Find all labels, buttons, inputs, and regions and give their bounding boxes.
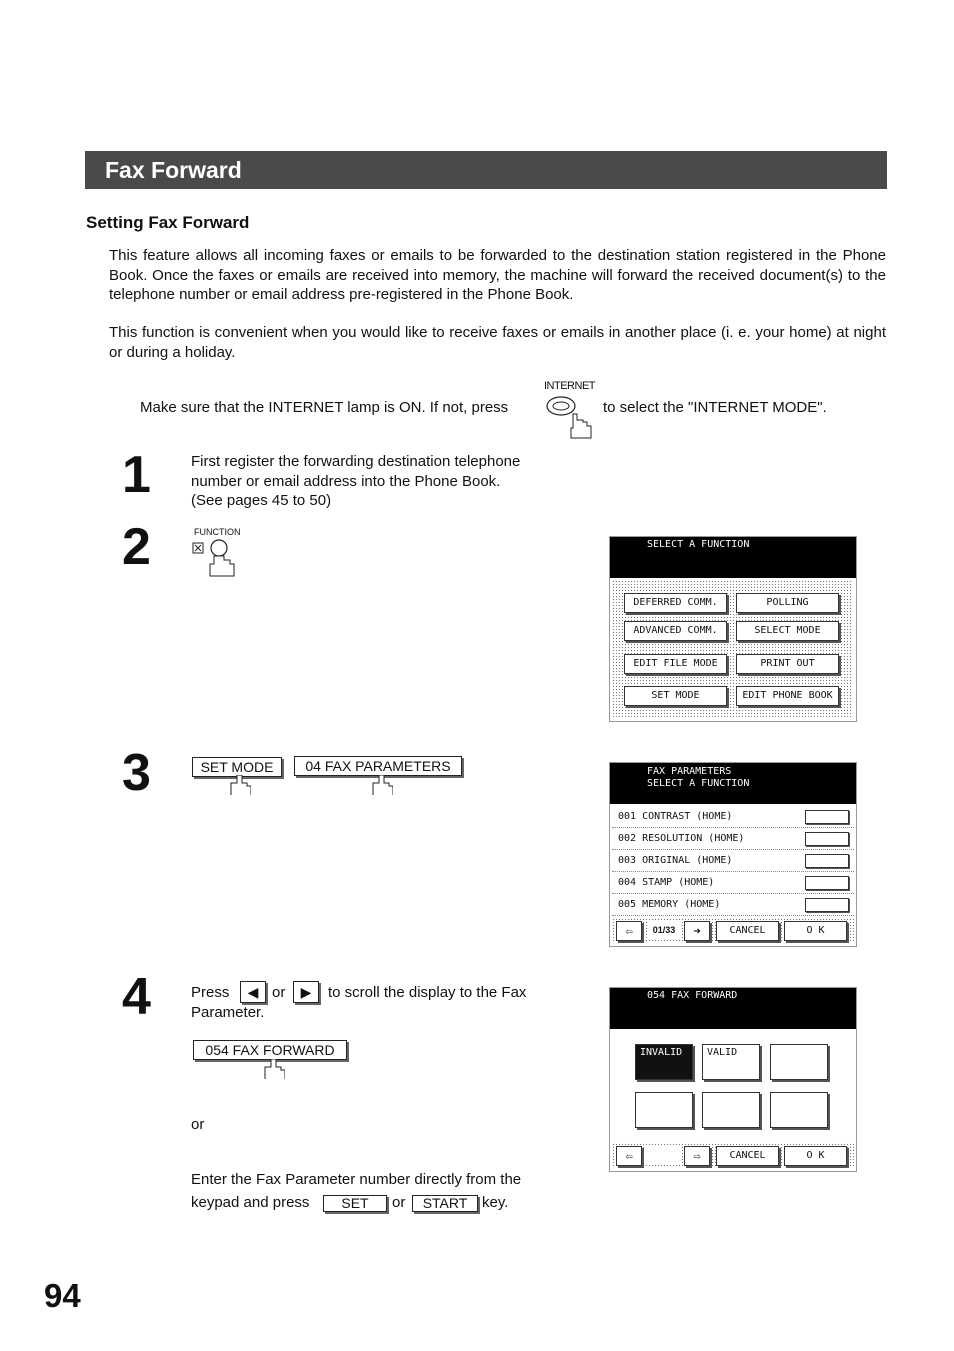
button-grid xyxy=(612,580,852,718)
screen-header: SELECT A FUNCTION xyxy=(610,537,856,578)
or-text: or xyxy=(272,984,286,1001)
press-hand-icon xyxy=(229,775,251,795)
screen-footer xyxy=(612,1143,854,1168)
enter-text: Enter the Fax Parameter number directly from the xyxy=(191,1171,522,1188)
step-1-text: First register the forwarding destination telephone number or email address into the Phone Book. (See pages 45 to 50) xyxy=(191,453,521,509)
press-hand-icon xyxy=(263,1059,285,1079)
or-text-standalone: or xyxy=(191,1116,205,1133)
lcd-screen-fax-forward xyxy=(609,987,857,1172)
lamp-instruction: Make sure that the INTERNET lamp is ON. If not, press xyxy=(140,399,509,416)
intro-paragraph-1: This feature allows all incoming faxes or emails to be forwarded to the destination station registered in the Phone Book. Once the faxes or emails are received into memory, the machine will forward the received document(s) to the telephone number or email address pre-registered in the Phone Book. xyxy=(109,247,886,303)
fax-parameters-key[interactable]: 04 FAX PARAMETERS xyxy=(294,756,462,776)
step-1-number: 1 xyxy=(122,446,151,504)
set-mode-key[interactable]: SET MODE xyxy=(192,757,282,777)
subheading: Setting Fax Forward xyxy=(86,213,250,232)
deferred-comm-button[interactable]: DEFERRED COMM. xyxy=(624,593,727,613)
select-mode-button[interactable]: SELECT MODE xyxy=(736,621,839,641)
or-text-2: or xyxy=(392,1194,406,1211)
start-key[interactable]: START xyxy=(412,1195,478,1212)
page-indicator-blank xyxy=(644,1146,680,1164)
press-hand-icon xyxy=(371,775,393,795)
next-arrow-button[interactable]: ⇨ xyxy=(684,1146,710,1166)
print-out-button[interactable]: PRINT OUT xyxy=(736,654,839,674)
press-text: Press xyxy=(191,984,230,1001)
back-arrow-button[interactable]: ⇦ xyxy=(616,921,642,941)
function-key-label: FUNCTION xyxy=(194,527,241,537)
screen-footer xyxy=(612,918,854,943)
cancel-button[interactable]: CANCEL xyxy=(716,921,779,941)
parameter-row[interactable]: 002 RESOLUTION (HOME) xyxy=(612,828,854,850)
set-mode-button[interactable]: SET MODE xyxy=(624,686,727,706)
step-3-number: 3 xyxy=(122,744,151,802)
set-key[interactable]: SET xyxy=(323,1195,387,1212)
scroll-text: to scroll the display to the Fax xyxy=(328,984,527,1001)
internet-key-icon[interactable] xyxy=(543,392,603,440)
empty-option-button[interactable] xyxy=(702,1092,760,1128)
back-arrow-button[interactable]: ⇦ xyxy=(616,1146,642,1166)
scroll-text-2: Parameter. xyxy=(191,1004,265,1021)
function-key-icon[interactable] xyxy=(192,538,242,578)
enter-text-2: keypad and press xyxy=(191,1194,310,1211)
parameter-row[interactable]: 003 ORIGINAL (HOME) xyxy=(612,850,854,872)
key-text: key. xyxy=(482,1194,509,1211)
parameter-row[interactable]: 001 CONTRAST (HOME) xyxy=(612,806,854,828)
next-arrow-button[interactable]: ➜ xyxy=(684,921,710,941)
valid-option-button[interactable]: VALID xyxy=(702,1044,760,1080)
invalid-option-button[interactable]: INVALID xyxy=(635,1044,693,1080)
ok-button[interactable]: O K xyxy=(784,1146,847,1166)
fax-forward-key[interactable]: 054 FAX FORWARD xyxy=(193,1040,347,1060)
step-2-number: 2 xyxy=(122,518,151,576)
empty-option-button[interactable] xyxy=(635,1092,693,1128)
edit-phone-book-button[interactable]: EDIT PHONE BOOK xyxy=(736,686,839,706)
cancel-button[interactable]: CANCEL xyxy=(716,1146,779,1166)
intro-paragraph-2: This function is convenient when you would like to receive faxes or emails in another place (i. e. your home) at night or during a holiday. xyxy=(109,324,886,361)
page-number: 94 xyxy=(44,1277,81,1314)
screen-header: FAX PARAMETERS SELECT A FUNCTION xyxy=(610,763,856,804)
parameter-row[interactable]: 005 MEMORY (HOME) xyxy=(612,894,854,916)
left-arrow-key[interactable]: ◀ xyxy=(240,981,266,1003)
screen-header: 054 FAX FORWARD xyxy=(610,988,856,1029)
empty-option-button[interactable] xyxy=(770,1044,828,1080)
lcd-screen-select-function xyxy=(609,536,857,722)
page-indicator: 01/33 xyxy=(648,921,680,939)
right-arrow-key[interactable]: ▶ xyxy=(293,981,319,1003)
polling-button[interactable]: POLLING xyxy=(736,593,839,613)
step-4-number: 4 xyxy=(122,968,151,1026)
lamp-instruction-after: to select the "INTERNET MODE". xyxy=(603,399,827,416)
empty-option-button[interactable] xyxy=(770,1092,828,1128)
parameter-row[interactable]: 004 STAMP (HOME) xyxy=(612,872,854,894)
lcd-screen-fax-parameters xyxy=(609,762,857,947)
section-title: Fax Forward xyxy=(85,151,887,189)
ok-button[interactable]: O K xyxy=(784,921,847,941)
edit-file-mode-button[interactable]: EDIT FILE MODE xyxy=(624,654,727,674)
advanced-comm-button[interactable]: ADVANCED COMM. xyxy=(624,621,727,641)
internet-key-label: INTERNET xyxy=(544,380,595,392)
